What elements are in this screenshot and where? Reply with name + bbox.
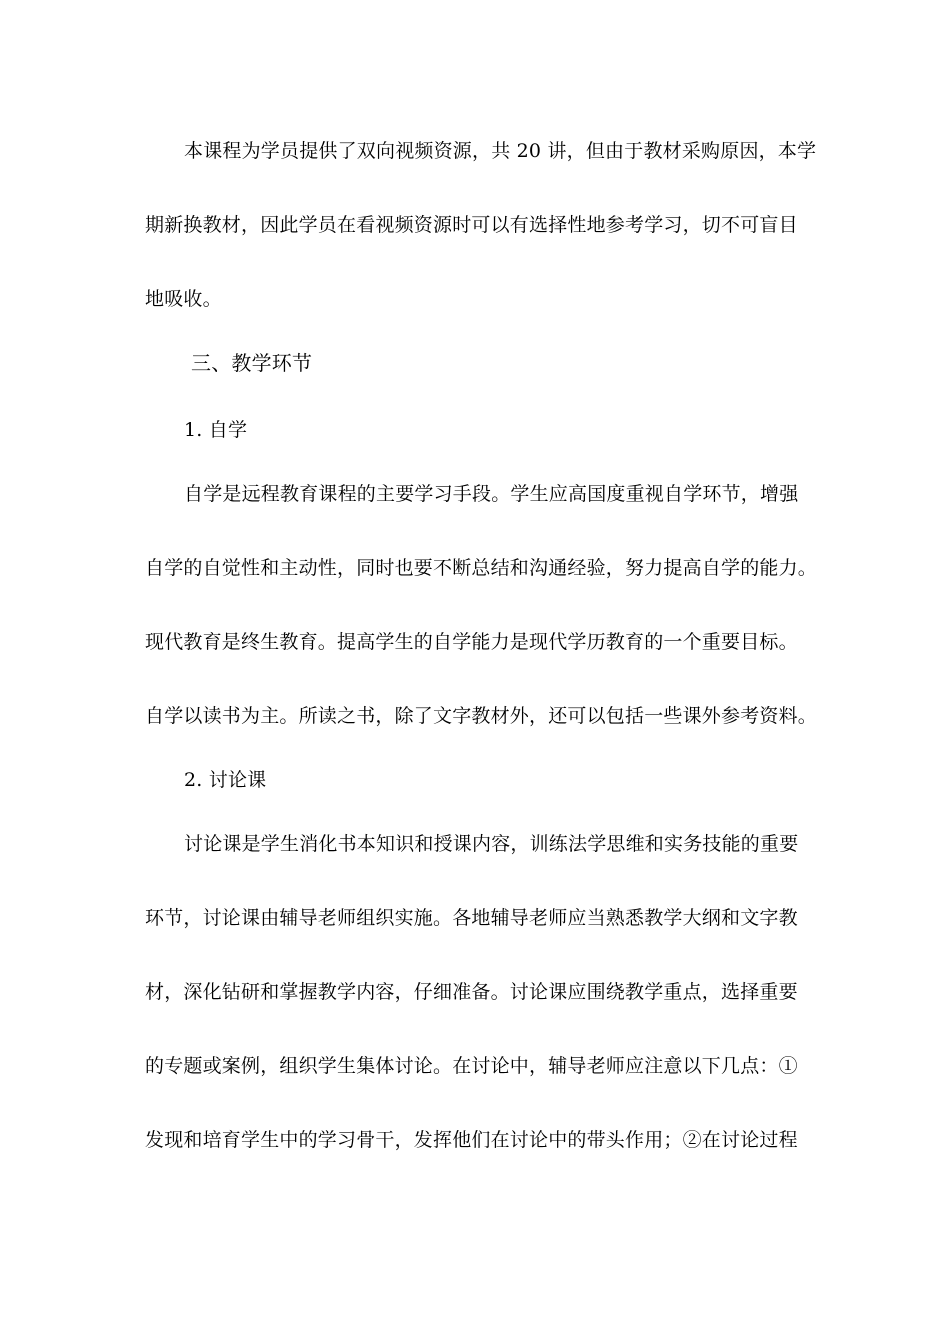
subsection-title: 1. 自学	[184, 419, 248, 441]
paragraph-line: 发现和培育学生中的学习骨干，发挥他们在讨论中的带头作用；②在讨论过程	[145, 1129, 798, 1151]
subsection-title: 2. 讨论课	[184, 769, 267, 791]
paragraph-line: 环节，讨论课由辅导老师组织实施。各地辅导老师应当熟悉教学大纲和文字教	[145, 907, 798, 929]
paragraph-line: 地吸收。	[145, 288, 222, 310]
paragraph-line: 材，深化钻研和掌握教学内容，仔细准备。讨论课应围绕教学重点，选择重要	[145, 981, 798, 1003]
paragraph-line: 自学以读书为主。所读之书，除了文字教材外，还可以包括一些课外参考资料。	[145, 705, 818, 727]
paragraph-line: 期新换教材，因此学员在看视频资源时可以有选择性地参考学习，切不可盲目	[145, 214, 798, 236]
paragraph-line: 现代教育是终生教育。提高学生的自学能力是现代学历教育的一个重要目标。	[145, 631, 798, 653]
paragraph-line: 讨论课是学生消化书本知识和授课内容，训练法学思维和实务技能的重要	[184, 833, 799, 855]
paragraph-line: 本课程为学员提供了双向视频资源，共 20 讲，但由于教材采购原因，本学	[184, 140, 817, 162]
paragraph-line: 自学是远程教育课程的主要学习手段。学生应高国度重视自学环节，增强	[184, 483, 799, 505]
section-heading: 三、教学环节	[191, 351, 313, 375]
paragraph-line: 的专题或案例，组织学生集体讨论。在讨论中，辅导老师应注意以下几点：①	[145, 1055, 798, 1077]
paragraph-line: 自学的自觉性和主动性，同时也要不断总结和沟通经验，努力提高自学的能力。	[145, 557, 818, 579]
